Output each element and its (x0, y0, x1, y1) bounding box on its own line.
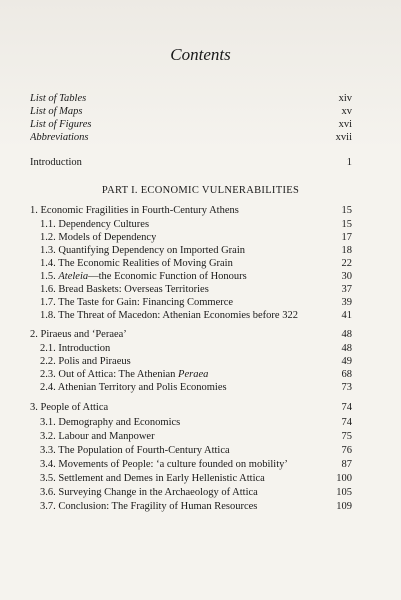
toc-section (40, 231, 352, 244)
toc-section (40, 270, 352, 283)
toc-section (40, 416, 352, 429)
toc-section-title: 1.7. The Taste for Gain: Financing Commerce (40, 297, 234, 308)
part-heading: PART I. ECONOMIC VULNERABILITIES (101, 185, 300, 196)
toc-chapter-page: 74 (341, 402, 352, 413)
toc-section (40, 342, 352, 355)
toc-section (40, 458, 352, 471)
toc-section (40, 381, 352, 394)
toc-section-page: 68 (341, 369, 352, 380)
section-title-italic: Peraea (178, 369, 209, 380)
toc-section-title: 2.2. Polis and Piraeus (40, 356, 131, 367)
toc-section (40, 257, 352, 270)
toc-section (40, 309, 352, 322)
toc-section (40, 430, 352, 443)
toc-chapter-2 (30, 328, 352, 341)
toc-section (40, 368, 352, 381)
toc-entry-list-of-maps (30, 105, 352, 118)
toc-entry-title: Abbreviations (30, 132, 89, 143)
toc-entry-title: Introduction (30, 157, 82, 168)
toc-entry-page: xv (341, 106, 352, 117)
toc-entry-page: xvii (335, 132, 352, 143)
toc-entry-list-of-tables (30, 92, 352, 105)
toc-section-page: 22 (341, 258, 352, 269)
toc-section-page: 109 (336, 501, 352, 512)
toc-section-title: 3.4. Movements of People: ‘a culture founded on mobility’ (40, 459, 288, 470)
toc-entry-title: List of Figures (30, 119, 92, 130)
toc-section-title: 2.1. Introduction (40, 343, 111, 354)
toc-section-title: 3.6. Surveying Change in the Archaeology of Attica (40, 487, 258, 498)
toc-section-title (40, 270, 247, 283)
toc-section-page: 48 (341, 343, 352, 354)
toc-section-title: 3.5. Settlement and Demes in Early Hellenistic Attica (40, 473, 265, 484)
toc-section-page: 100 (336, 473, 352, 484)
toc-chapter-1 (30, 204, 352, 217)
section-title-rest: Out of Attica: The Athenian (58, 369, 179, 380)
toc-entry-abbreviations (30, 131, 352, 144)
toc-entry-list-of-figures (30, 118, 352, 131)
toc-section-title: 3.1. Demography and Economics (40, 417, 181, 428)
toc-chapter-title: 3. People of Attica (30, 402, 109, 413)
toc-section (40, 486, 352, 499)
section-number: 2.3. (40, 369, 59, 380)
toc-section-page: 75 (341, 431, 352, 442)
toc-entry-page: xvi (338, 119, 352, 130)
toc-section (40, 218, 352, 231)
toc-section-title: 3.3. The Population of Fourth-Century Attica (40, 445, 230, 456)
toc-section-title: 1.1. Dependency Cultures (40, 219, 150, 230)
toc-section-page: 76 (341, 445, 352, 456)
toc-section-page: 73 (341, 382, 352, 393)
toc-entry-introduction (30, 156, 352, 169)
toc-section-title: 1.2. Models of Dependency (40, 232, 157, 243)
toc-entry-title: List of Tables (30, 93, 87, 104)
toc-section-page: 39 (341, 297, 352, 308)
toc-section-page: 15 (341, 219, 352, 230)
toc-section-page: 49 (341, 356, 352, 367)
section-title-italic: Ateleia (58, 271, 89, 282)
toc-chapter-title: 1. Economic Fragilities in Fourth-Century Athens (30, 205, 239, 216)
toc-section (40, 472, 352, 485)
toc-section-page: 41 (341, 310, 352, 321)
toc-section-title: 1.8. The Threat of Macedon: Athenian Economies before 322 (40, 310, 298, 321)
toc-section (40, 355, 352, 368)
toc-entry-page: xiv (338, 93, 352, 104)
section-number: 1.5. (40, 271, 59, 282)
toc-chapter-page: 48 (341, 329, 352, 340)
toc-section-page: 74 (341, 417, 352, 428)
toc-section-page: 17 (341, 232, 352, 243)
toc-section-page: 37 (341, 284, 352, 295)
toc-section (40, 444, 352, 457)
page-title: Contents (170, 45, 231, 64)
toc-chapter-3 (30, 401, 352, 414)
toc-section (40, 500, 352, 513)
toc-section-title (40, 368, 208, 381)
toc-section (40, 283, 352, 296)
toc-section-page: 105 (336, 487, 352, 498)
toc-entry-page: 1 (346, 157, 352, 168)
toc-entry-title: List of Maps (30, 106, 83, 117)
toc-section-title: 3.2. Labour and Manpower (40, 431, 155, 442)
toc-section-title: 1.3. Quantifying Dependency on Imported Grain (40, 245, 245, 256)
toc-section (40, 296, 352, 309)
toc-section-title: 1.6. Bread Baskets: Overseas Territories (40, 284, 209, 295)
toc-section-page: 87 (341, 459, 352, 470)
toc-section-title: 1.4. The Economic Realities of Moving Grain (40, 258, 233, 269)
toc-section-page: 18 (341, 245, 352, 256)
toc-section-title: 3.7. Conclusion: The Fragility of Human Resources (40, 501, 258, 512)
section-title-rest: —the Economic Function of Honours (88, 271, 247, 282)
toc-section-title: 2.4. Athenian Territory and Polis Economies (40, 382, 227, 393)
toc-chapter-page: 15 (341, 205, 352, 216)
toc-section-page: 30 (341, 271, 352, 282)
toc-section (40, 244, 352, 257)
toc-chapter-title: 2. Piraeus and ‘Peraea’ (30, 329, 127, 340)
